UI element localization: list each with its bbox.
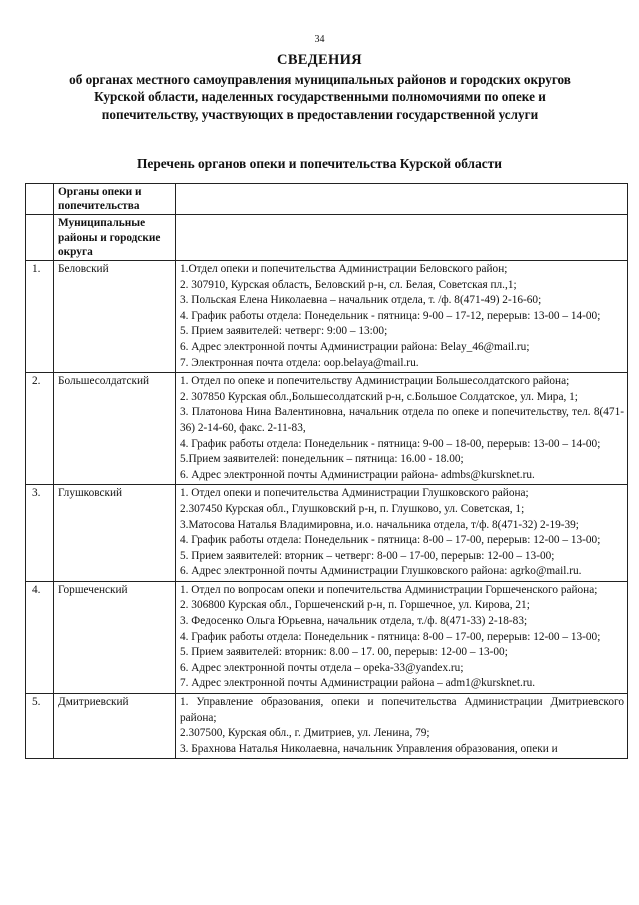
detail-line: 4. График работы отдела: Понедельник - пятница: 8-00 – 17-00, перерыв: 12-00 – 13-00;	[180, 630, 601, 643]
detail-line: 5. Прием заявителей: вторник: 8.00 – 17. 00, перерыв: 12-00 – 13-00;	[180, 646, 508, 659]
authority-details	[176, 485, 628, 582]
detail-line: 3. Польская Елена Николаевна – начальник отдела, т. /ф. 8(471-49) 2-16-60;	[180, 294, 542, 307]
detail-line: 2. 307910, Курская область, Беловский р-н, сл. Белая, Советская пл.,1;	[180, 278, 517, 291]
detail-line: 5. Прием заявителей: четверг: 9:00 – 13:00;	[180, 325, 388, 338]
table-row	[26, 373, 628, 485]
detail-line: 3.Матосова Наталья Владимировна, и.о. начальника отдела, т/ф. 8(471-32) 2-19-39;	[180, 518, 579, 531]
row-number: 1.	[26, 261, 54, 373]
detail-line: 6. Адрес электронной почты Администрации района- admbs@kursknet.ru.	[180, 468, 535, 481]
district-name: Дмитриевский	[54, 694, 176, 759]
detail-line: 2.307500, Курская обл., г. Дмитриев, ул. Ленина, 79;	[180, 727, 430, 740]
detail-line: 2. 307850 Курская обл.,Большесолдатский р-н, с.Большое Солдатское, ул. Мира, 1;	[180, 390, 578, 403]
detail-line: 7. Адрес электронной почты Администрации района – adm1@kursknet.ru.	[180, 677, 536, 690]
detail-line: 4. График работы отдела: Понедельник - пятница: 9-00 – 17-12, перерыв: 13-00 – 14-00;	[180, 309, 601, 322]
detail-line: 3. Платонова Нина Валентиновна, начальник отдела по опеке и попечительству, тел. 8(471-36) 2-14-60, факс. 2-11-83,	[180, 406, 624, 434]
header-cell-empty	[176, 184, 628, 215]
district-name: Большесолдатский	[54, 373, 176, 485]
detail-line: 3. Федосенко Ольга Юрьевна, начальник отдела, т./ф. 8(471-33) 2-18-83;	[180, 615, 528, 628]
detail-line: 7. Электронная почта отдела: oop.belaya@mail.ru.	[180, 356, 419, 369]
table-row	[26, 485, 628, 582]
row-number: 2.	[26, 373, 54, 485]
authorities-table	[25, 183, 628, 759]
document-subtitle: об органах местного самоуправления муниципальных районов и городских округов Курской области, наделенных государственными полномочиями по опеке и попечительству, участвующих в предоставлении государственной услуги	[69, 72, 571, 122]
detail-line: 2. 306800 Курская обл., Горшеченский р-н, п. Горшечное, ул. Кирова, 21;	[180, 599, 530, 612]
detail-line: 1. Отдел опеки и попечительства Администрации Глушковского района;	[180, 487, 529, 500]
header-cell-empty	[26, 184, 54, 215]
authority-details	[176, 581, 628, 693]
detail-line: 6. Адрес электронной почты отдела – opeka-33@yandex.ru;	[180, 661, 464, 674]
detail-line: 4. График работы отдела: Понедельник - пятница: 9-00 – 18-00, перерыв: 13-00 – 14-00;	[180, 437, 601, 450]
district-name: Горшеченский	[54, 581, 176, 693]
header-authorities: Органы опеки и попечительства	[54, 184, 176, 215]
detail-line: 6. Адрес электронной почты Администрации Глушковского района: agrko@mail.ru.	[180, 565, 582, 578]
detail-line: 1. Управление образования, опеки и попечительства Администрации Дмитриевского района;	[180, 696, 624, 724]
header-row-1	[26, 184, 628, 215]
detail-line: 3. Брахнова Наталья Николаевна, начальник Управления образования, опеки и	[180, 742, 558, 755]
document-title: СВЕДЕНИЯ	[277, 52, 362, 68]
detail-line: 5. Прием заявителей: вторник – четверг: 8-00 – 17-00, перерыв: 12-00 – 13-00;	[180, 549, 555, 562]
page-number: 34	[314, 34, 325, 45]
authority-details	[176, 694, 628, 759]
detail-line: 1. Отдел по опеке и попечительству Администрации Большесолдатского района;	[180, 375, 570, 388]
header-row-2	[26, 215, 628, 261]
table-row	[26, 261, 628, 373]
header-districts: Муниципальные районы и городские округа	[54, 215, 176, 261]
authority-details	[176, 373, 628, 485]
row-number: 3.	[26, 485, 54, 582]
detail-line: 5.Прием заявителей: понедельник – пятница: 16.00 - 18.00;	[180, 453, 464, 466]
detail-line: 1. Отдел по вопросам опеки и попечительства Администрации Горшеченского района;	[180, 583, 598, 596]
list-title: Перечень органов опеки и попечительства Курской области	[137, 156, 502, 171]
district-name: Беловский	[54, 261, 176, 373]
table-row	[26, 694, 628, 759]
detail-line: 1.Отдел опеки и попечительства Администрации Беловского район;	[180, 263, 508, 276]
detail-line: 4. График работы отдела: Понедельник - пятница: 8-00 – 17-00, перерыв: 12-00 – 13-00;	[180, 534, 601, 547]
table-row	[26, 581, 628, 693]
header-cell-empty	[26, 215, 54, 261]
detail-line: 6. Адрес электронной почты Администрации района: Belay_46@mail.ru;	[180, 340, 530, 353]
detail-line: 2.307450 Курская обл., Глушковский р-н, п. Глушково, ул. Советская, 1;	[180, 502, 525, 515]
row-number: 5.	[26, 694, 54, 759]
header-cell-empty	[176, 215, 628, 261]
authority-details	[176, 261, 628, 373]
district-name: Глушковский	[54, 485, 176, 582]
row-number: 4.	[26, 581, 54, 693]
